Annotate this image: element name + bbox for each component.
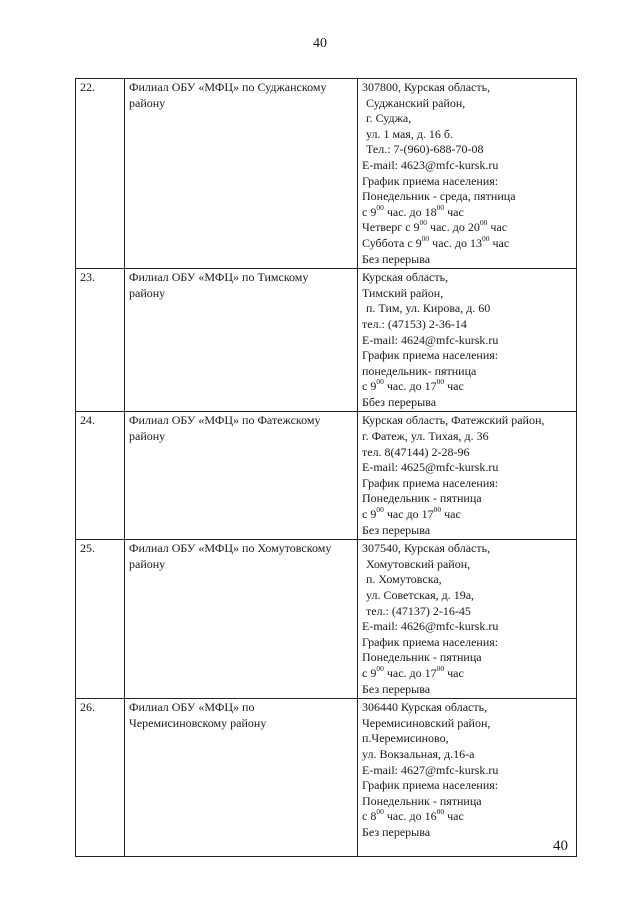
schedule-text: час <box>487 220 508 235</box>
schedule-text: час <box>444 809 464 824</box>
address-line: г. Суджа, <box>366 111 412 126</box>
table-row <box>76 269 577 412</box>
schedule-minutes: 00 <box>376 202 384 212</box>
schedule-text: с 9 <box>362 204 377 219</box>
address-line: Понедельник - пятница <box>362 793 482 808</box>
address-line: E-mail: 4626@mfc-kursk.ru <box>362 619 499 634</box>
branch-name-line: Филиал ОБУ «МФЦ» по Фатежскому <box>129 413 321 428</box>
schedule-text: час. до 20 <box>427 220 480 235</box>
schedule-minutes: 00 <box>481 233 490 243</box>
schedule-text: час. до 18 <box>383 204 437 219</box>
schedule-text: час. до 13 <box>429 235 482 250</box>
address-line: понедельник- пятница <box>362 363 477 378</box>
schedule-text: час <box>444 204 464 219</box>
address-line: E-mail: 4627@mfc-kursk.ru <box>362 762 499 777</box>
schedule-text: Четверг с 9 <box>362 220 420 235</box>
address-line: тел.: (47137) 2-16-45 <box>366 603 471 618</box>
schedule-text: час. до 16 <box>383 809 437 824</box>
schedule-text: час <box>444 379 464 394</box>
address-line: График приема населения: <box>362 634 499 649</box>
branch-address <box>358 269 577 412</box>
page-number-bottom: 40 <box>553 838 568 854</box>
address-line: Тимский район, <box>362 285 444 300</box>
schedule-text: Суббота с 9 <box>362 235 422 250</box>
branch-name <box>125 79 358 269</box>
schedule-minutes: 00 <box>421 233 430 243</box>
address-line: Тел.: 7-(960)-688-70-08 <box>366 142 484 157</box>
branch-address <box>358 412 577 540</box>
address-line: График приема населения: <box>362 475 499 490</box>
address-line: тел. 8(47144) 2-28-96 <box>362 444 470 459</box>
address-line: г. Фатеж, ул. Тихая, д. 36 <box>362 429 489 444</box>
row-number: 26. <box>76 699 125 857</box>
schedule-minutes: 00 <box>479 218 488 228</box>
address-line: Курская область, Фатежский район, <box>362 413 545 428</box>
address-line: п. Тим, ул. Кирова, д. 60 <box>366 301 491 316</box>
schedule-line <box>362 809 572 825</box>
schedule-text: час. до 17 <box>383 379 437 394</box>
branch-name-line: Филиал ОБУ «МФЦ» по Хомутовскому <box>129 541 332 556</box>
row-number: 24. <box>76 412 125 540</box>
schedule-line <box>362 202 572 221</box>
branch-name <box>125 412 358 540</box>
address-line: Курская область, <box>362 270 449 285</box>
branch-address <box>358 699 577 857</box>
schedule-text: час <box>444 665 464 680</box>
branch-name-line: Черемисиновскому району <box>129 715 267 730</box>
branch-name-line: Филиал ОБУ «МФЦ» по Суджанскому <box>129 80 327 94</box>
schedule-text: с 8 <box>362 809 377 824</box>
address-line: E-mail: 4623@mfc-kursk.ru <box>362 157 499 172</box>
table-row <box>76 79 577 269</box>
address-line: Суджанский район, <box>366 95 466 110</box>
row-number: 23. <box>76 269 125 412</box>
address-line: 307540, Курская область, <box>362 541 491 556</box>
address-line: Понедельник - среда, пятница <box>362 189 516 204</box>
branch-name-line: району <box>129 429 166 444</box>
branch-name <box>125 699 358 857</box>
branch-name-line: району <box>129 285 166 300</box>
address-line: E-mail: 4624@mfc-kursk.ru <box>362 332 499 347</box>
schedule-minutes: 00 <box>376 505 384 515</box>
break-note: Ббез перерыва <box>362 394 437 409</box>
branch-name <box>125 540 358 699</box>
schedule-text: с 9 <box>362 379 377 394</box>
schedule-minutes: 00 <box>376 663 384 673</box>
schedule-line <box>362 379 572 395</box>
address-line: E-mail: 4625@mfc-kursk.ru <box>362 460 499 475</box>
schedule-text: час до 17 <box>383 507 434 522</box>
schedule-text: час <box>441 507 461 522</box>
schedule-line <box>362 220 572 236</box>
address-line: График приема населения: <box>362 173 499 188</box>
address-line: График приема населения: <box>362 778 499 793</box>
break-note: Без перерыва <box>362 681 431 696</box>
branch-address <box>358 540 577 699</box>
row-number: 25. <box>76 540 125 699</box>
address-line: Понедельник - пятница <box>362 650 482 665</box>
schedule-minutes: 00 <box>433 505 442 515</box>
schedule-text: с 9 <box>362 665 377 680</box>
break-note: Без перерыва <box>362 824 431 839</box>
branch-name-line: району <box>129 556 166 571</box>
address-line: График приема населения: <box>362 348 499 363</box>
table-row <box>76 412 577 540</box>
address-line: 306440 Курская область, <box>362 700 488 715</box>
address-line: Черемисиновский район, <box>362 715 491 730</box>
schedule-minutes: 00 <box>436 807 445 817</box>
address-line: Хомутовский район, <box>366 556 471 571</box>
schedule-text: с 9 <box>362 507 377 522</box>
branch-name <box>125 269 358 412</box>
address-line: ул. Вокзальная, д.16-а <box>362 746 475 761</box>
row-number: 22. <box>76 79 125 269</box>
schedule-text: час. до 17 <box>383 665 437 680</box>
address-line: Понедельник - пятница <box>362 491 482 506</box>
schedule-text: час <box>489 235 510 250</box>
address-line: 307800, Курская область, <box>362 80 491 94</box>
schedule-minutes: 00 <box>436 377 445 387</box>
schedule-minutes: 00 <box>376 377 384 387</box>
schedule-line <box>362 507 572 523</box>
schedule-minutes: 00 <box>376 807 384 817</box>
branch-name-line: Филиал ОБУ «МФЦ» по Тимскому <box>129 270 309 285</box>
break-note: Без перерыва <box>362 522 431 537</box>
schedule-line <box>362 663 572 682</box>
page-number-top: 40 <box>313 36 327 51</box>
schedule-line <box>362 233 572 252</box>
address-line: п. Хомутовска, <box>366 572 442 587</box>
schedule-minutes: 00 <box>419 218 428 228</box>
address-line: ул. Советская, д. 19а, <box>366 588 475 602</box>
schedule-minutes: 00 <box>436 202 445 212</box>
table-row <box>76 540 577 699</box>
branch-name-line: Филиал ОБУ «МФЦ» по <box>129 700 255 715</box>
break-note: Без перерыва <box>362 251 431 266</box>
table-row <box>76 699 577 857</box>
address-line: п.Черемисиново, <box>362 731 449 746</box>
branch-address <box>358 79 577 269</box>
schedule-minutes: 00 <box>436 663 445 673</box>
address-line: тел.: (47153) 2-36-14 <box>362 316 467 331</box>
address-line: ул. 1 мая, д. 16 б. <box>366 126 454 141</box>
branch-table <box>75 78 577 857</box>
branch-name-line: району <box>129 95 166 110</box>
